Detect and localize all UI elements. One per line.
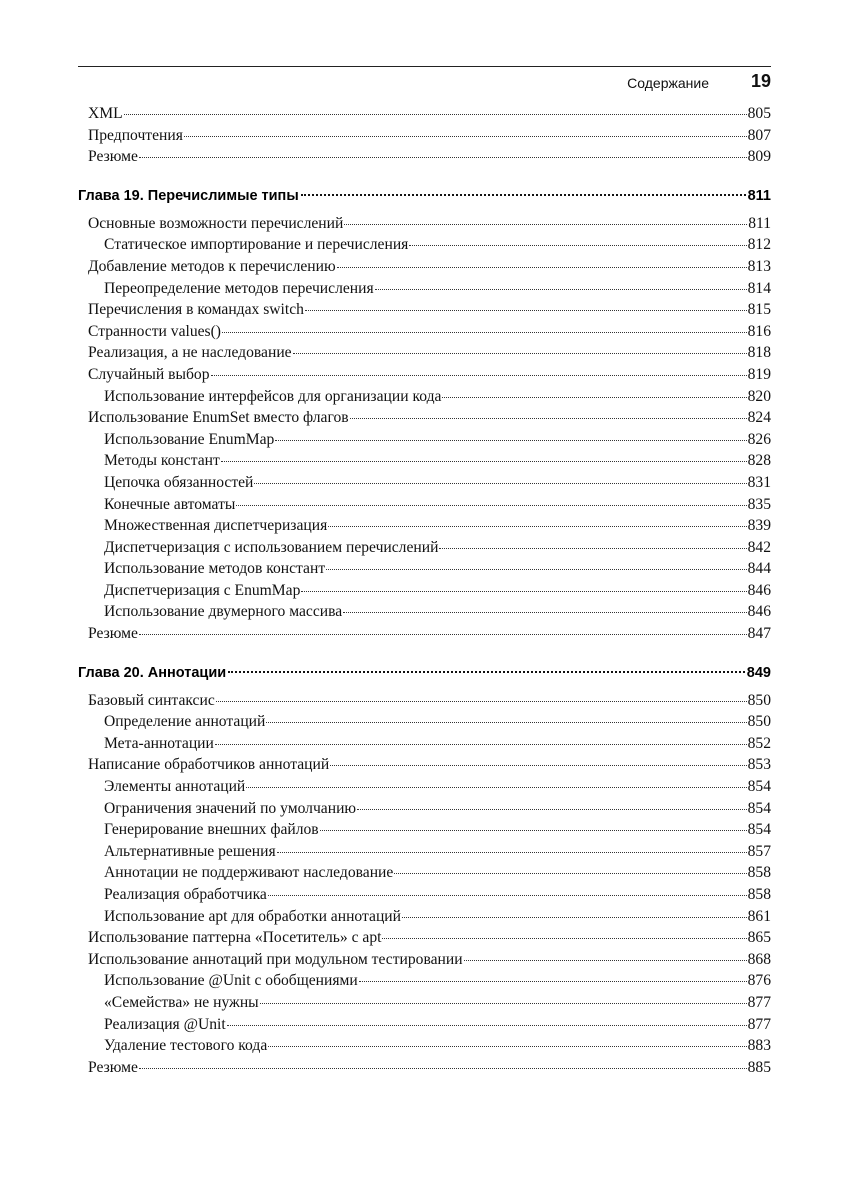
toc-subentry[interactable]: Конечные автоматы 835 <box>104 495 771 513</box>
leader-dots <box>464 960 747 961</box>
leader-dots <box>246 787 746 788</box>
toc-subentry[interactable]: Использование методов констант 844 <box>104 560 771 578</box>
toc-entry[interactable]: Написание обработчиков аннотаций 853 <box>88 756 771 774</box>
toc-subentry[interactable]: Генерирование внешних файлов 854 <box>104 821 771 839</box>
leader-dots <box>409 245 746 246</box>
toc-entry[interactable]: Использование паттерна «Посетитель» с apt 865 <box>88 929 771 947</box>
toc-entry[interactable]: Реализация, а не наследование 818 <box>88 344 771 362</box>
leader-dots <box>221 461 747 462</box>
leader-dots <box>326 569 746 570</box>
toc-subentry[interactable]: Удаление тестового кода 883 <box>104 1037 771 1055</box>
toc-entry[interactable]: Использование аннотаций при модульном тестировании 868 <box>88 950 771 968</box>
leader-dots <box>236 505 746 506</box>
chapter-20-heading[interactable]: Глава 20. Аннотации 849 <box>78 664 771 681</box>
top-entries <box>78 103 771 168</box>
leader-dots <box>301 591 746 592</box>
leader-dots <box>337 267 747 268</box>
toc-subentry[interactable]: Статическое импортирование и перечисления 812 <box>104 236 771 254</box>
leader-dots <box>357 809 747 810</box>
leader-dots <box>402 917 747 918</box>
toc-subentry[interactable]: Использование интерфейсов для организации кода 820 <box>104 387 771 405</box>
toc-subentry[interactable]: «Семейства» не нужны 877 <box>104 993 771 1011</box>
toc-subentry[interactable]: Использование @Unit с обобщениями 876 <box>104 972 771 990</box>
toc-subentry[interactable]: Диспетчеризация с EnumMap 846 <box>104 581 771 599</box>
leader-dots <box>275 440 746 441</box>
toc-entry[interactable]: Базовый синтаксис 850 <box>88 691 771 709</box>
leader-dots <box>211 375 747 376</box>
toc-subentry[interactable]: Использование EnumMap 826 <box>104 430 771 448</box>
toc-subentry[interactable]: Альтернативные решения 857 <box>104 842 771 860</box>
toc-subentry[interactable]: Диспетчеризация с использованием перечислений 842 <box>104 538 771 556</box>
leader-dots <box>184 136 747 137</box>
leader-dots <box>442 397 746 398</box>
leader-dots <box>344 224 747 225</box>
toc-subentry[interactable]: Переопределение методов перечисления 814 <box>104 279 771 297</box>
toc-entry[interactable]: Добавление методов к перечислению 813 <box>88 257 771 275</box>
toc-page <box>78 66 771 1078</box>
leader-dots <box>293 353 747 354</box>
toc-subentry[interactable]: Методы констант 828 <box>104 452 771 470</box>
toc-subentry[interactable]: Использование apt для обработки аннотаций 861 <box>104 907 771 925</box>
leader-dots <box>268 1046 746 1047</box>
leader-dots <box>268 895 747 896</box>
leader-dots <box>301 194 746 196</box>
leader-dots <box>330 765 746 766</box>
toc-entry[interactable]: Случайный выбор 819 <box>88 365 771 383</box>
page-header <box>78 67 771 103</box>
toc-entry[interactable]: Использование EnumSet вместо флагов 824 <box>88 409 771 427</box>
toc-subentry[interactable]: Цепочка обязанностей 831 <box>104 473 771 491</box>
chapter-20-entries <box>78 690 771 1079</box>
leader-dots <box>375 289 747 290</box>
toc-subentry[interactable]: Аннотации не поддерживают наследование 858 <box>104 864 771 882</box>
toc-subentry[interactable]: Множественная диспетчеризация 839 <box>104 517 771 535</box>
toc-entry[interactable]: XML 805 <box>88 105 771 122</box>
leader-dots <box>359 981 747 982</box>
page-number: 19 <box>750 71 771 91</box>
leader-dots <box>350 418 747 419</box>
toc-entry[interactable]: Основные возможности перечислений 811 <box>88 214 771 232</box>
toc-subentry[interactable]: Реализация @Unit 877 <box>104 1015 771 1033</box>
toc-subentry[interactable]: Реализация обработчика 858 <box>104 886 771 903</box>
leader-dots <box>439 548 746 549</box>
leader-dots <box>394 873 746 874</box>
leader-dots <box>215 744 747 745</box>
leader-dots <box>139 634 747 635</box>
leader-dots <box>228 671 745 673</box>
toc-subentry[interactable]: Мета-аннотации 852 <box>104 734 771 752</box>
toc-entry[interactable]: Перечисления в командах switch 815 <box>88 301 771 319</box>
chapter-19-entries <box>78 213 771 645</box>
leader-dots <box>266 722 746 723</box>
leader-dots <box>139 157 747 158</box>
running-title: Содержание <box>627 75 709 91</box>
leader-dots <box>343 612 746 613</box>
leader-dots <box>227 1025 747 1026</box>
toc-entry[interactable]: Странности values() 816 <box>88 322 771 340</box>
leader-dots <box>382 938 746 939</box>
leader-dots <box>277 852 747 853</box>
toc-entry[interactable]: Предпочтения 807 <box>88 126 771 144</box>
toc-entry[interactable]: Резюме 809 <box>88 148 771 166</box>
leader-dots <box>260 1003 747 1004</box>
leader-dots <box>320 830 747 831</box>
leader-dots <box>328 526 746 527</box>
chapter-19-heading[interactable]: Глава 19. Перечислимые типы 811 <box>78 187 771 204</box>
toc-subentry[interactable]: Использование двумерного массива 846 <box>104 603 771 621</box>
toc-subentry[interactable]: Элементы аннотаций 854 <box>104 778 771 796</box>
leader-dots <box>222 332 747 333</box>
toc-subentry[interactable]: Ограничения значений по умолчанию 854 <box>104 799 771 817</box>
toc-entry[interactable]: Резюме 847 <box>88 625 771 643</box>
toc-entry[interactable]: Резюме 885 <box>88 1058 771 1076</box>
toc-subentry[interactable]: Определение аннотаций 850 <box>104 713 771 731</box>
leader-dots <box>124 114 747 115</box>
leader-dots <box>254 483 746 484</box>
leader-dots <box>216 701 747 702</box>
leader-dots <box>139 1068 747 1069</box>
leader-dots <box>305 310 747 311</box>
